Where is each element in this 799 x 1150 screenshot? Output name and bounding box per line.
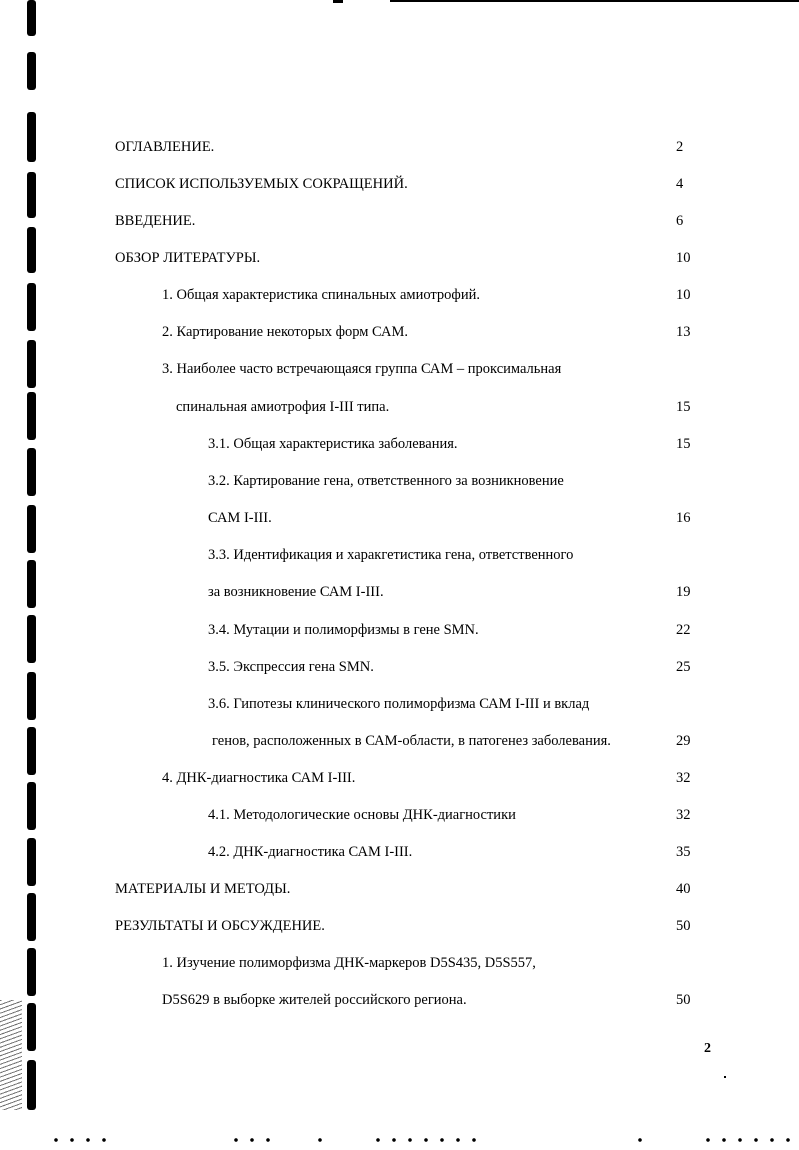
toc-entry-title: РЕЗУЛЬТАТЫ И ОБСУЖДЕНИЕ. [115, 918, 325, 934]
scan-dots [700, 1138, 796, 1142]
toc-entry-page: 32 [676, 807, 691, 823]
toc-entry [162, 767, 695, 789]
toc-entry [208, 470, 695, 492]
toc-entry-title: 4.2. ДНК-диагностика САМ I-III. [208, 844, 413, 860]
toc-entry-title: D5S629 в выборке жителей российского региона. [162, 992, 467, 1008]
toc-entry [162, 358, 695, 380]
binding-mark [27, 560, 36, 608]
binding-mark [27, 1003, 36, 1051]
toc-entry-page: 10 [676, 287, 691, 303]
toc-entry [208, 544, 695, 566]
scan-edge-top [390, 0, 799, 2]
toc-entry [208, 507, 695, 529]
toc-entry-title: 2. Картирование некоторых форм САМ. [162, 324, 408, 340]
toc-entry [208, 804, 695, 826]
binding-mark [27, 448, 36, 496]
toc-entry [162, 321, 695, 343]
scan-dots [228, 1138, 276, 1142]
toc-entry-title: 3.1. Общая характеристика заболевания. [208, 436, 458, 452]
scan-dots [370, 1138, 482, 1142]
toc-entry-page: 25 [676, 659, 691, 675]
toc-entry-title: ВВЕДЕНИЕ. [115, 213, 196, 229]
toc-entry-title: 4.1. Методологические основы ДНК-диагностики [208, 807, 516, 823]
binding-mark [27, 172, 36, 218]
toc-entry-title: генов, расположенных в САМ-области, в патогенез заболевания. [212, 733, 611, 749]
toc-entry [208, 841, 695, 863]
binding-mark [27, 782, 36, 830]
binding-mark [27, 505, 36, 553]
toc-entry [115, 878, 695, 900]
toc-entry-page: 15 [676, 436, 691, 452]
toc-entry-title: ОБЗОР ЛИТЕРАТУРЫ. [115, 250, 261, 266]
toc-entry [162, 284, 695, 306]
toc-entry-title: САМ I-III. [208, 510, 272, 526]
toc-entry-page: 2 [676, 139, 684, 155]
toc-entry-title: 3.3. Идентификация и харакгетистика гена, ответственного [208, 547, 574, 563]
toc-entry-title: 3.2. Картирование гена, ответственного за возникновение [208, 473, 564, 489]
toc-entry [115, 173, 695, 195]
toc-entry-page: 22 [676, 622, 691, 638]
toc-entry-title: 3.5. Экспрессия гена SMN. [208, 659, 374, 675]
toc-entry [115, 210, 695, 232]
toc-entry-page: 50 [676, 918, 691, 934]
toc-entry [115, 915, 695, 937]
binding-mark [27, 227, 36, 273]
toc-entry-page: 16 [676, 510, 691, 526]
binding-mark [27, 948, 36, 996]
binding-mark [27, 52, 36, 90]
toc-entry-title: СПИСОК ИСПОЛЬЗУЕМЫХ СОКРАЩЕНИЙ. [115, 176, 408, 192]
toc-entry-page: 4 [676, 176, 684, 192]
toc-entry [115, 136, 695, 158]
binding-mark [27, 0, 36, 36]
toc-entry-page: 50 [676, 992, 691, 1008]
toc-entry-title: спинальная амиотрофия I-III типа. [176, 399, 390, 415]
scan-dots [312, 1138, 328, 1142]
toc-entry-page: 15 [676, 399, 691, 415]
scan-speck [724, 1076, 726, 1078]
toc-entry-title: 3.4. Мутации и полиморфизмы в гене SMN. [208, 622, 479, 638]
toc-entry-title: 4. ДНК-диагностика САМ I-III. [162, 770, 356, 786]
toc-entry-title: 1. Общая характеристика спинальных амиотрофий. [162, 287, 480, 303]
toc-entry-title: 3. Наиболее часто встречающаяся группа САМ – проксимальная [162, 361, 562, 377]
toc-entry-page: 10 [676, 250, 691, 266]
toc-entry-page: 40 [676, 881, 691, 897]
binding-mark [27, 1060, 36, 1110]
toc-entry-title: МАТЕРИАЛЫ И МЕТОДЫ. [115, 881, 291, 897]
toc-entry-page: 29 [676, 733, 691, 749]
toc-entry [208, 581, 695, 603]
scan-mark-top [333, 0, 343, 3]
toc-entry-title: 3.6. Гипотезы клинического полиморфизма САМ I-III и вклад [208, 696, 590, 712]
binding-mark [27, 893, 36, 941]
toc-entry [176, 396, 695, 418]
binding-mark [27, 112, 36, 162]
binding-mark [27, 672, 36, 720]
binding-mark [27, 340, 36, 388]
toc-entry [212, 730, 695, 752]
toc-entry [162, 952, 695, 974]
toc-entry [208, 619, 695, 641]
scan-dots [48, 1138, 112, 1142]
toc-entry-title: 1. Изучение полиморфизма ДНК-маркеров D5S435, D5S557, [162, 955, 536, 971]
toc-entry [115, 247, 695, 269]
scan-dots [632, 1138, 648, 1142]
toc-entry [162, 989, 695, 1011]
binding-mark [27, 392, 36, 440]
binding-mark [27, 727, 36, 775]
binding-mark [27, 283, 36, 331]
toc-entry [208, 693, 695, 715]
toc-entry-page: 19 [676, 584, 691, 600]
toc-entry-page: 35 [676, 844, 691, 860]
toc-entry [208, 433, 695, 455]
page-number: 2 [704, 1041, 711, 1056]
binding-mark [27, 838, 36, 886]
toc-entry-title: ОГЛАВЛЕНИЕ. [115, 139, 215, 155]
toc-entry [208, 656, 695, 678]
toc-entry-title: за возникновение САМ I-III. [208, 584, 384, 600]
scan-noise [0, 1000, 22, 1110]
toc-entry-page: 32 [676, 770, 691, 786]
toc-entry-page: 6 [676, 213, 684, 229]
binding-mark [27, 615, 36, 663]
toc-entry-page: 13 [676, 324, 691, 340]
